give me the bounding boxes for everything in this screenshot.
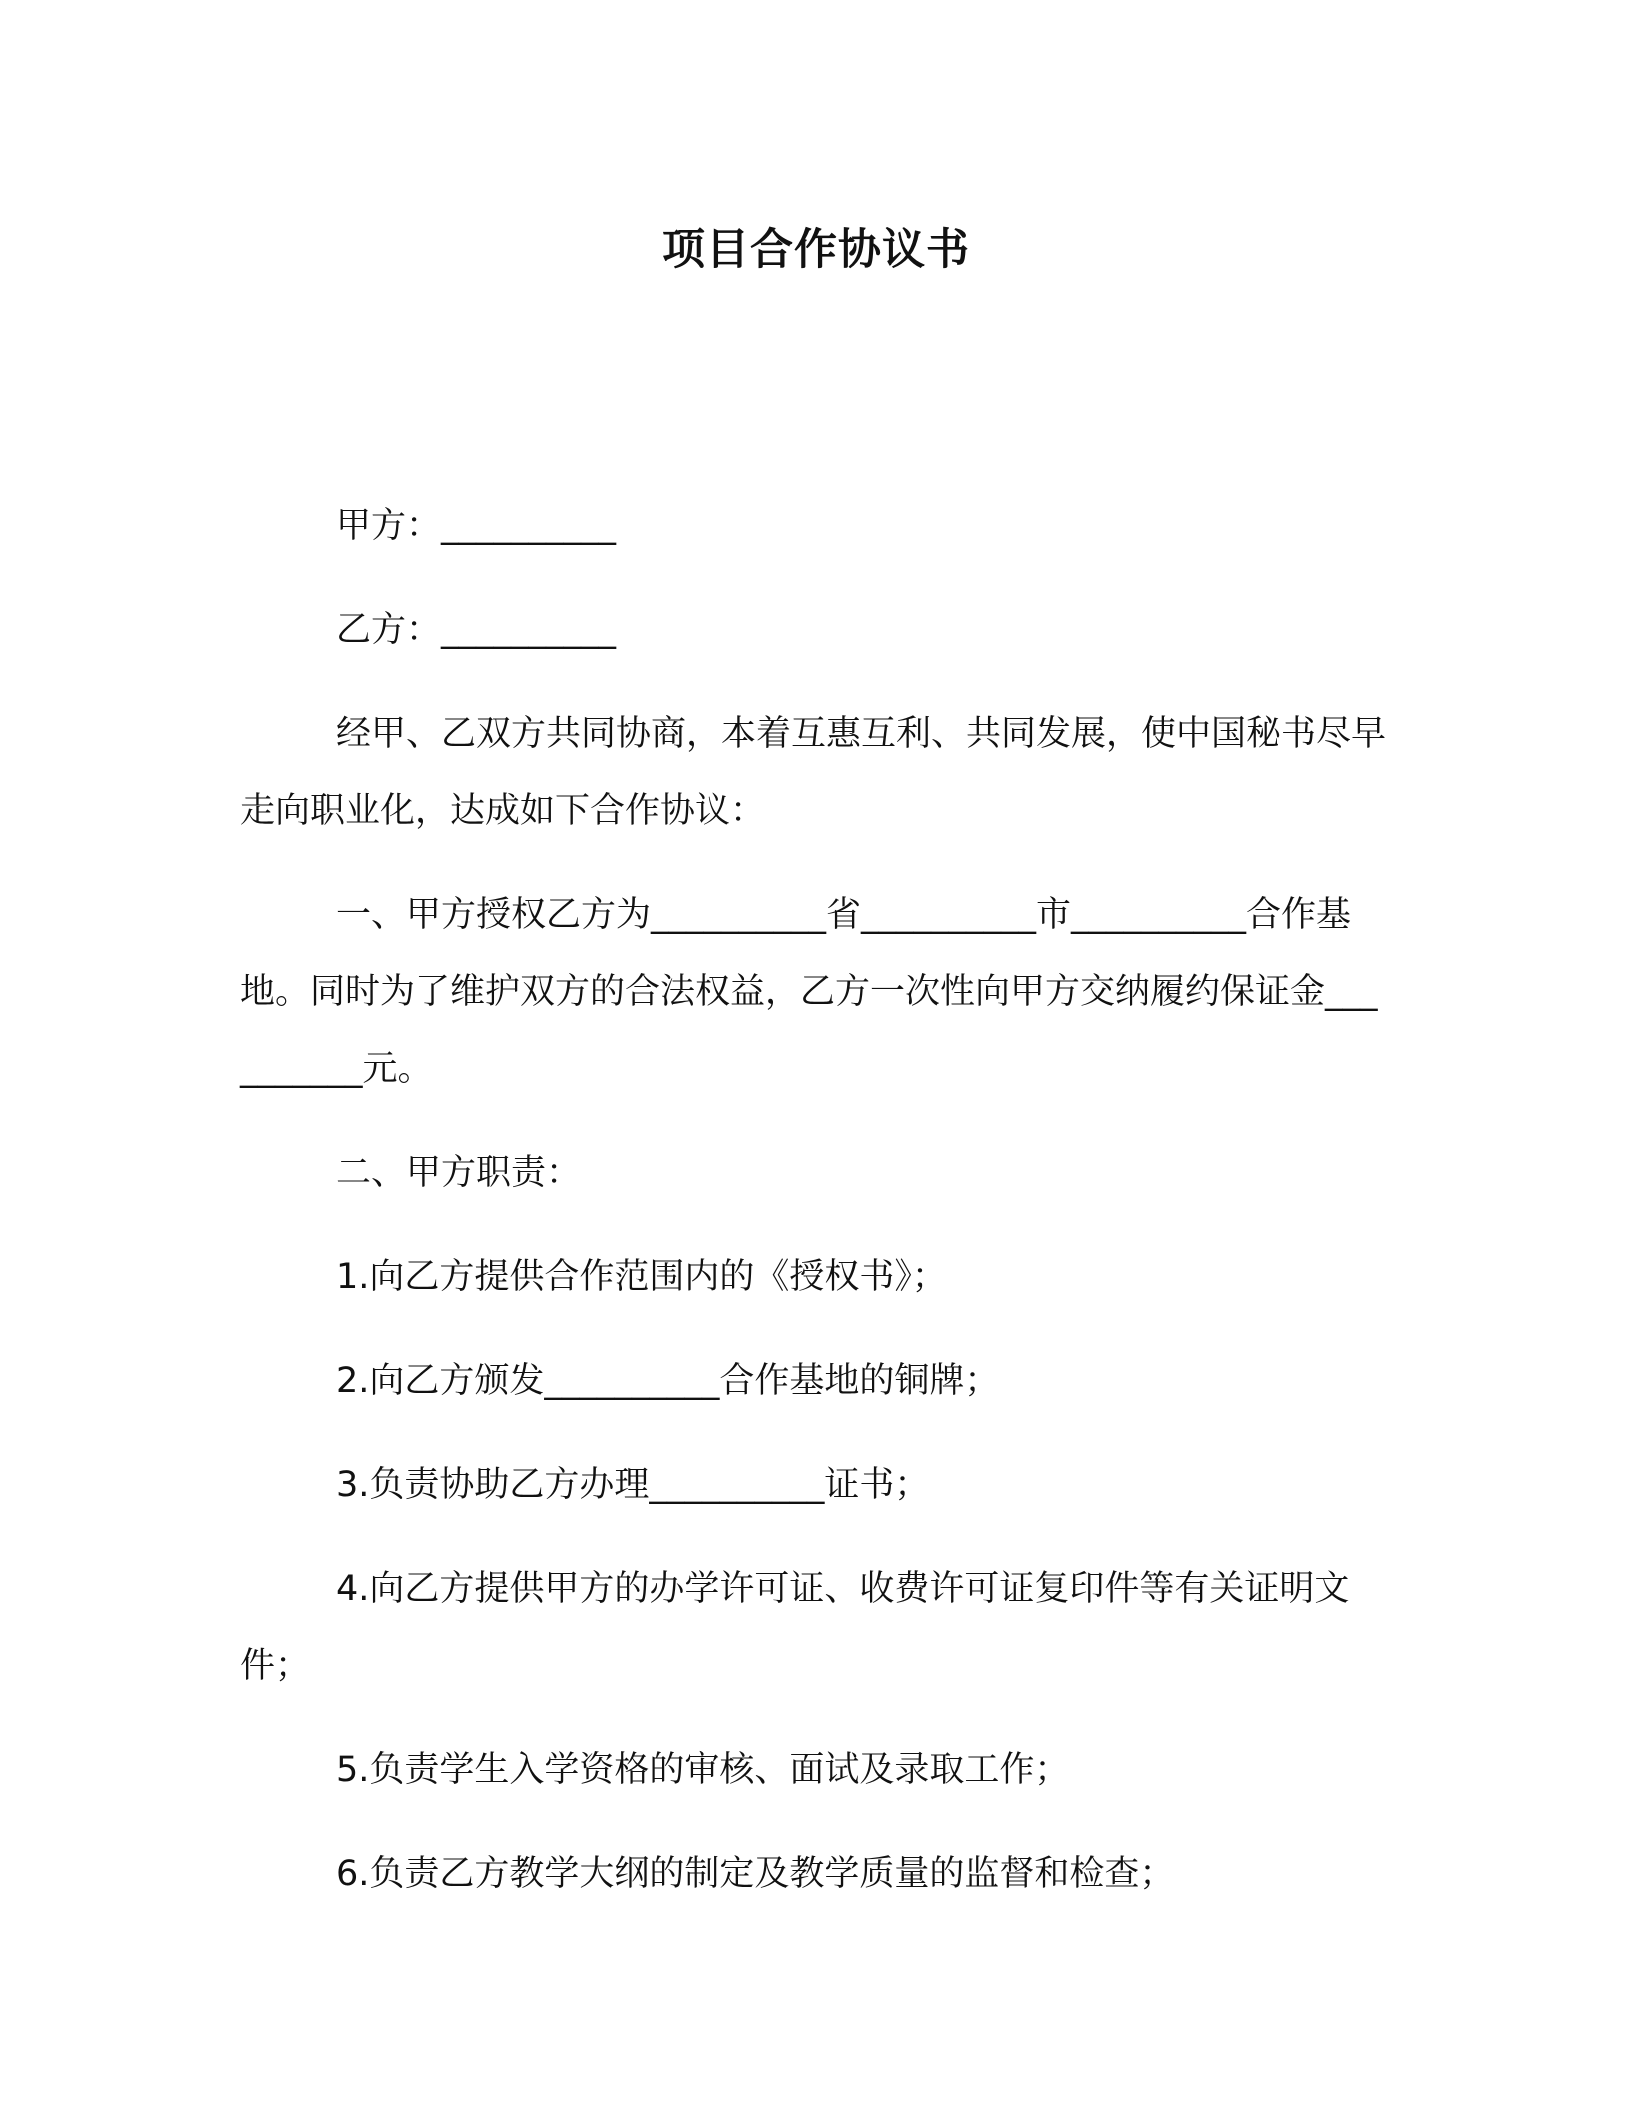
clause-two-heading: 二、甲方职责：	[336, 1153, 582, 1193]
document-title: 项目合作协议书	[662, 225, 970, 275]
document-body	[240, 488, 1386, 1940]
preamble-paragraph: 经甲、乙双方共同协商，本着互惠互利、共同发展，使中国秘书尽早走向职业化，达成如下合作协议：	[240, 714, 1387, 831]
duty-item-6: 6.负责乙方教学大纲的制定及教学质量的监督和检查；	[336, 1854, 1175, 1894]
duty-item-4: 4.向乙方提供甲方的办学许可证、收费许可证复印件等有关证明文件；	[240, 1569, 1350, 1686]
duty-item-2: 2.向乙方颁发__________合作基地的铜牌；	[336, 1361, 1000, 1401]
party-a-line: 甲方：__________	[336, 506, 617, 546]
duty-item-1: 1.向乙方提供合作范围内的《授权书》；	[336, 1257, 947, 1297]
duty-item-5: 5.负责学生入学资格的审核、面试及录取工作；	[336, 1750, 1070, 1790]
party-b-line: 乙方：__________	[336, 610, 617, 650]
clause-one-paragraph: 一、甲方授权乙方为__________省__________市__________合作基地。同时为了维护双方的合法权益，乙方一次性向甲方交纳履约保证金__________元。	[240, 895, 1378, 1089]
duty-item-3: 3.负责协助乙方办理__________证书；	[336, 1465, 930, 1505]
